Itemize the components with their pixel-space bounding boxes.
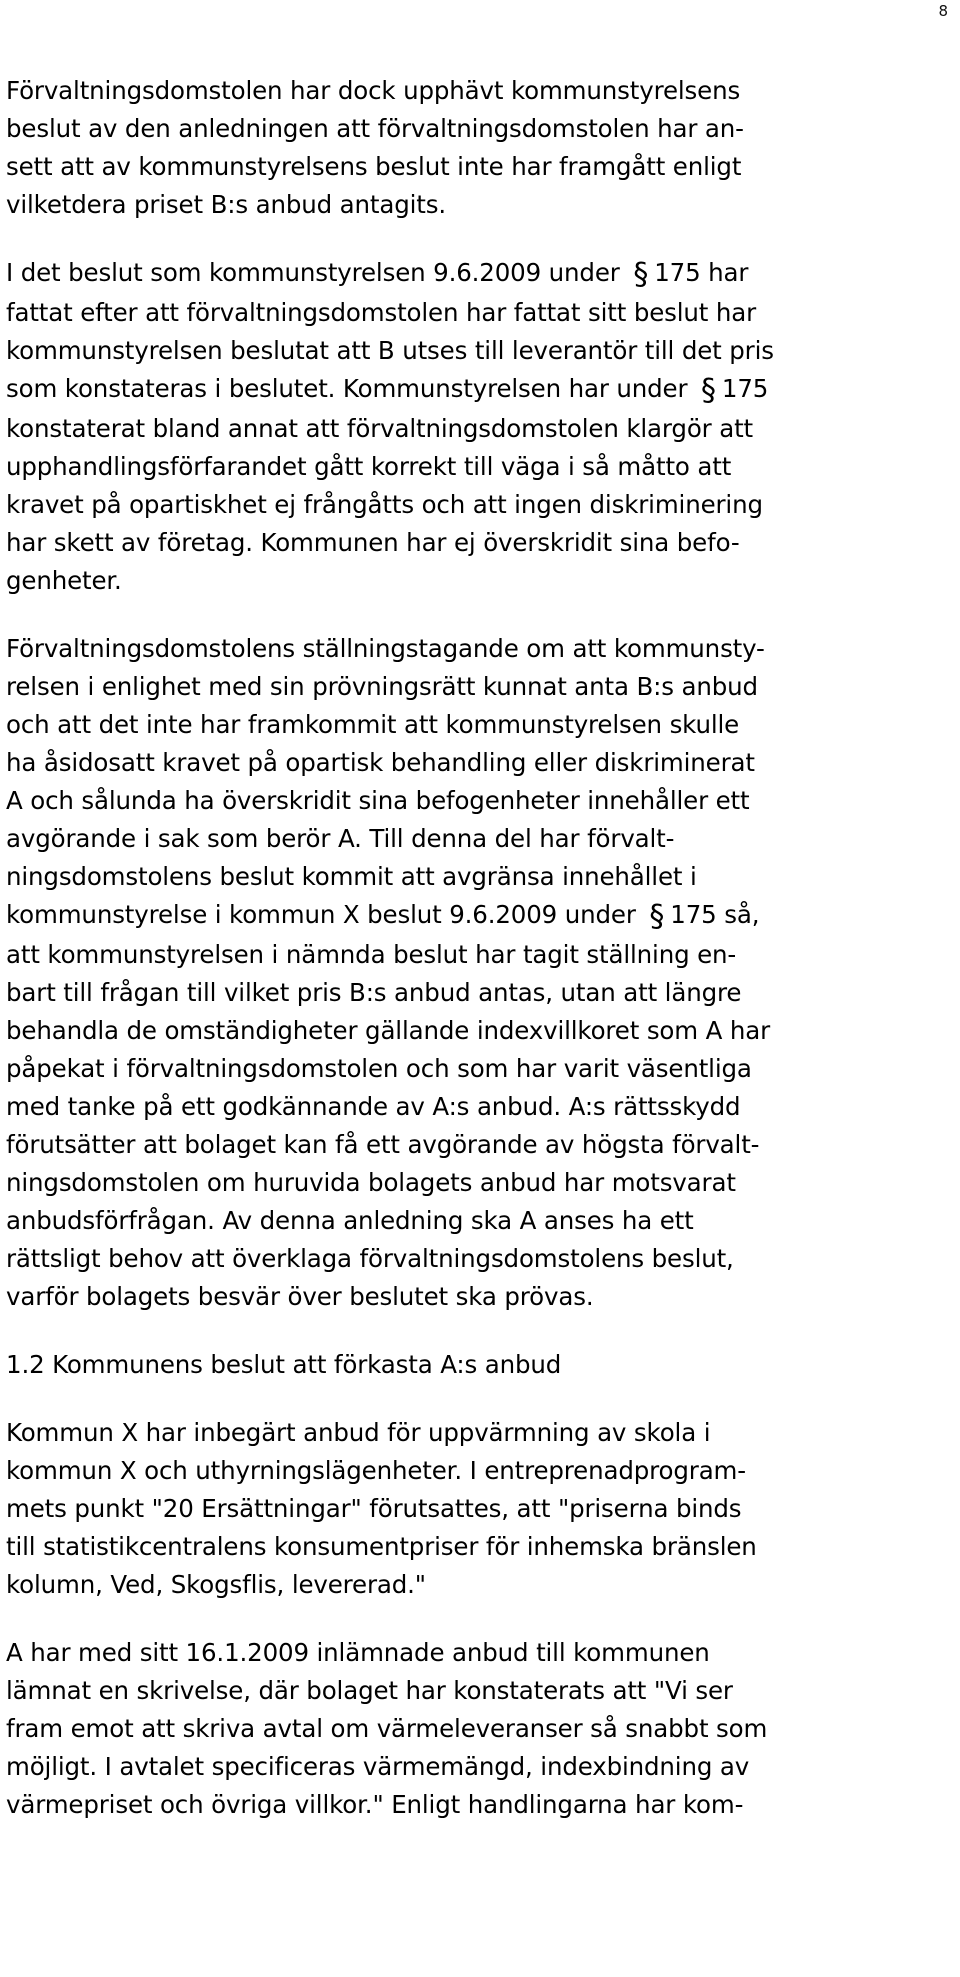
- section-sign: §: [701, 373, 716, 408]
- text-line: ha åsidosatt kravet på opartisk behandling eller diskriminerat: [6, 748, 755, 777]
- text-line: upphandlingsförfarandet gått korrekt till väga i så måtto att: [6, 452, 732, 481]
- text-line: kommunstyrelse i kommun X beslut 9.6.2009 under § 175 så,: [6, 899, 760, 934]
- text-line: anbudsförfrågan. Av denna anledning ska A anses ha ett: [6, 1206, 694, 1235]
- text-line: A och sålunda ha överskridit sina befogenheter innehåller ett: [6, 786, 750, 815]
- text-line: kolumn, Ved, Skogsflis, levererad.": [6, 1570, 426, 1599]
- section-heading: 1.2 Kommunens beslut att förkasta A:s anbud: [6, 1350, 562, 1379]
- text-line: kravet på opartiskhet ej frångåtts och att ingen diskriminering: [6, 490, 763, 519]
- text-line: sett att av kommunstyrelsens beslut inte har framgått enligt: [6, 152, 742, 181]
- paragraph: [6, 1414, 956, 1604]
- text-line: fram emot att skriva avtal om värmeleveranser så snabbt som: [6, 1714, 768, 1743]
- paragraphs-after-heading: [6, 1414, 956, 1824]
- text-line: A har med sitt 16.1.2009 inlämnade anbud till kommunen: [6, 1638, 710, 1667]
- text-line: vilketdera priset B:s anbud antagits.: [6, 190, 446, 219]
- text-line: lämnat en skrivelse, där bolaget har konstaterats att "Vi ser: [6, 1676, 733, 1705]
- text-line: behandla de omständigheter gällande indexvillkoret som A har: [6, 1016, 771, 1045]
- text-line: ningsdomstolen om huruvida bolagets anbud har motsvarat: [6, 1168, 736, 1197]
- section-sign: §: [633, 257, 649, 292]
- text-line: ningsdomstolens beslut kommit att avgränsa innehållet i: [6, 862, 697, 891]
- paragraph: [6, 630, 956, 1316]
- text-line: har skett av företag. Kommunen har ej överskridit sina befo-: [6, 528, 740, 557]
- text-line: möjligt. I avtalet specificeras värmemängd, indexbindning av: [6, 1752, 750, 1781]
- paragraph: [6, 72, 956, 224]
- text-line: konstaterat bland annat att förvaltningsdomstolen klargör att: [6, 414, 753, 443]
- text-line: att kommunstyrelsen i nämnda beslut har tagit ställning en-: [6, 940, 737, 969]
- text-line: avgörande i sak som berör A. Till denna del har förvalt-: [6, 824, 675, 853]
- text-line: till statistikcentralens konsumentpriser för inhemska bränslen: [6, 1532, 757, 1561]
- text-line: I det beslut som kommunstyrelsen 9.6.2009 under § 175 har: [6, 257, 749, 292]
- text-line: fattat efter att förvaltningsdomstolen har fattat sitt beslut har: [6, 298, 757, 327]
- paragraphs-before-heading: [6, 72, 956, 1316]
- text-line: rättsligt behov att överklaga förvaltningsdomstolens beslut,: [6, 1244, 734, 1273]
- text-line: med tanke på ett godkännande av A:s anbud. A:s rättsskydd: [6, 1092, 741, 1121]
- text-line: Förvaltningsdomstolens ställningstagande om att kommunsty-: [6, 634, 765, 663]
- paragraph: [6, 1634, 956, 1824]
- text-line: mets punkt "20 Ersättningar" förutsattes, att "priserna binds: [6, 1494, 742, 1523]
- text-line: påpekat i förvaltningsdomstolen och som har varit väsentliga: [6, 1054, 752, 1083]
- paragraph: [6, 254, 956, 600]
- text-line: kommun X och uthyrningslägenheter. I entreprenadprogram-: [6, 1456, 746, 1485]
- text-line: genheter.: [6, 566, 122, 595]
- text-line: Förvaltningsdomstolen har dock upphävt kommunstyrelsens: [6, 76, 741, 105]
- text-line: som konstateras i beslutet. Kommunstyrelsen har under § 175: [6, 373, 769, 408]
- text-line: relsen i enlighet med sin prövningsrätt kunnat anta B:s anbud: [6, 672, 758, 701]
- text-line: varför bolagets besvär över beslutet ska prövas.: [6, 1282, 594, 1311]
- text-line: beslut av den anledningen att förvaltningsdomstolen har an-: [6, 114, 744, 143]
- text-line: Kommun X har inbegärt anbud för uppvärmning av skola i: [6, 1418, 711, 1447]
- section-sign: §: [649, 899, 665, 934]
- text-line: och att det inte har framkommit att kommunstyrelsen skulle: [6, 710, 740, 739]
- text-line: förutsätter att bolaget kan få ett avgörande av högsta förvalt-: [6, 1130, 760, 1159]
- text-line: bart till frågan till vilket pris B:s anbud antas, utan att längre: [6, 978, 742, 1007]
- text-line: kommunstyrelsen beslutat att B utses till leverantör till det pris: [6, 336, 774, 365]
- text-line: värmepriset och övriga villkor." Enligt handlingarna har kom-: [6, 1790, 744, 1819]
- document-body: [6, 72, 956, 1854]
- page-number: 8: [938, 2, 948, 20]
